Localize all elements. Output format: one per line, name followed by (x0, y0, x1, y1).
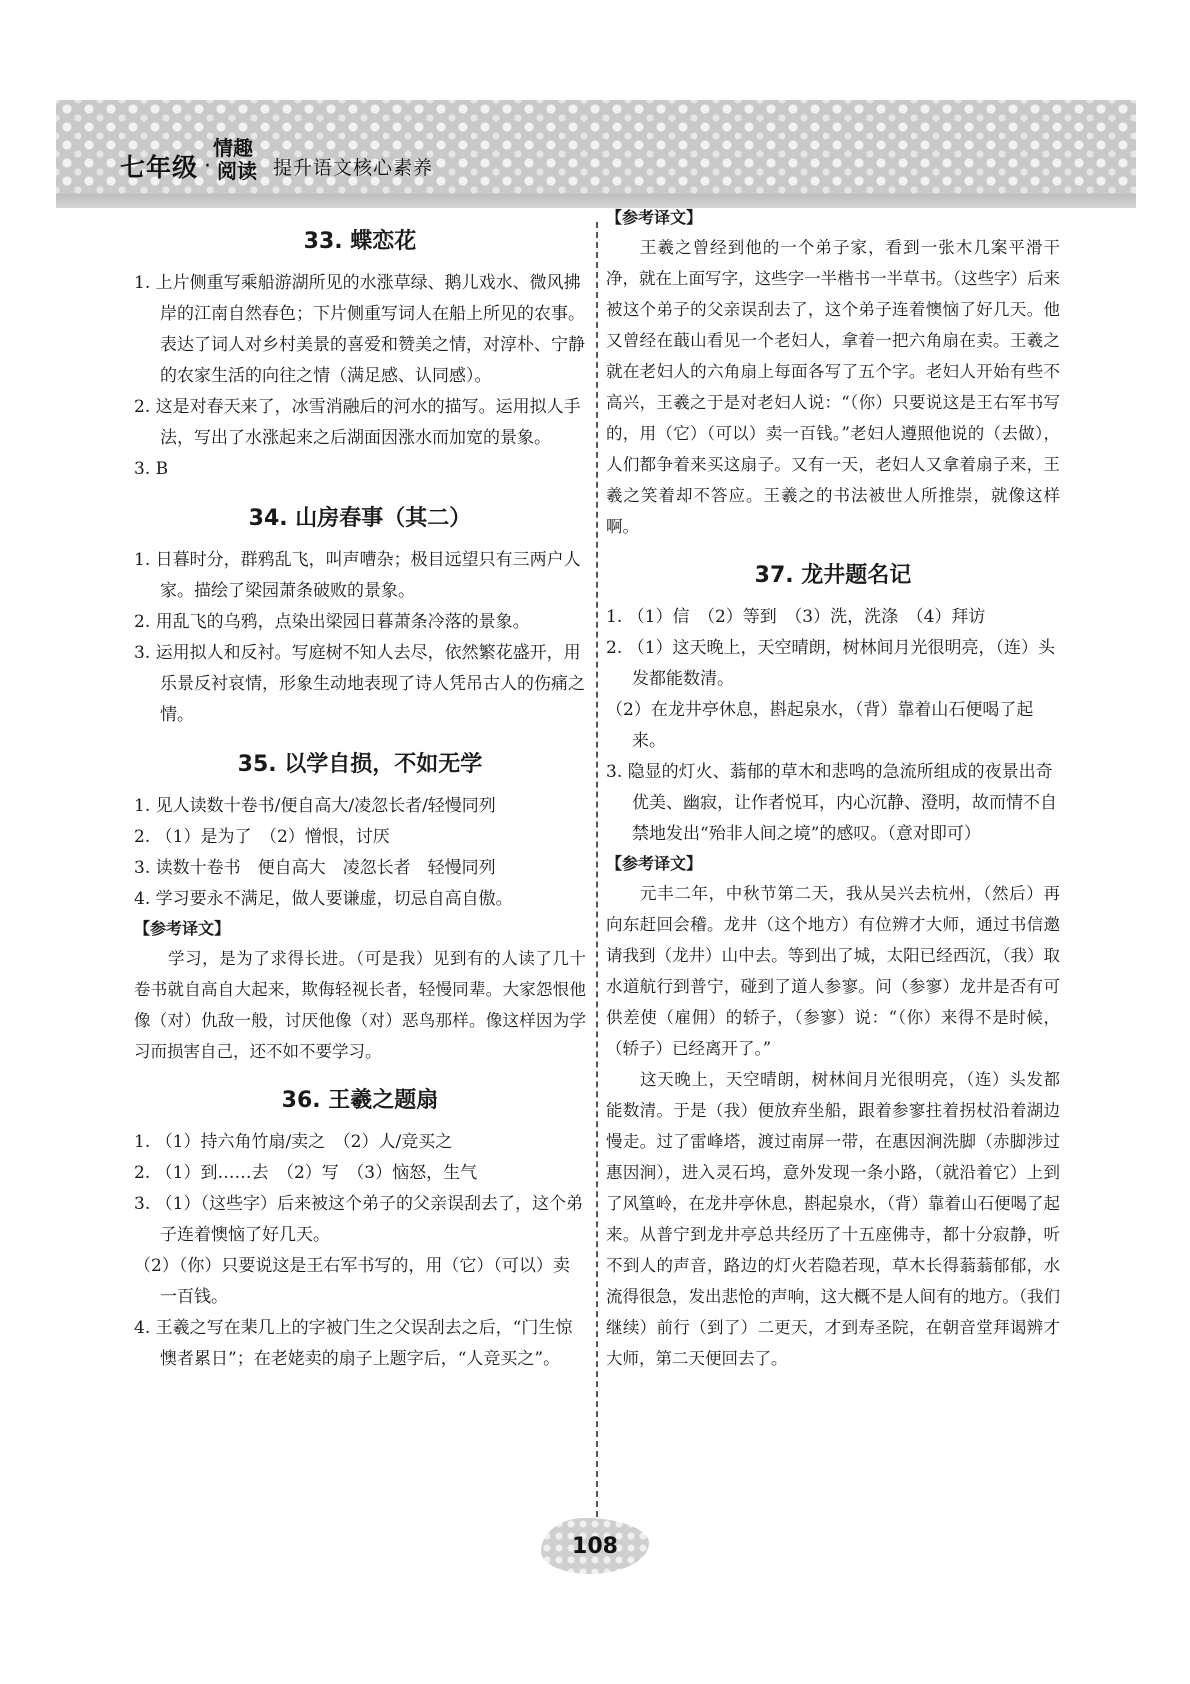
header-slogan: 提升语文核心素养 (273, 156, 434, 179)
left-column (134, 222, 586, 1375)
answer-item: 3. B (134, 459, 169, 479)
answer-item: 1. 见人读数十卷书/便自高大/凌忽长者/轻慢同列 (134, 796, 496, 816)
answer-subitem: （2）在龙井亭休息，斟起泉水，（背）靠着山石便喝了起来。 (606, 700, 1034, 751)
answer-item: 2. （1）是为了 （2）憎恨，讨厌 (134, 827, 390, 847)
column-divider (596, 222, 598, 1517)
answer-item: 2. （1）到……去 （2）写 （3）恼怒，生气 (134, 1163, 478, 1183)
reference-translation-label: 【参考译文】 (134, 919, 231, 938)
answer-item: 1. 日暮时分，群鸦乱飞，叫声嘈杂；极目远望只有三两户人家。描绘了梁园萧条破败的景象。 (134, 550, 581, 601)
answer-item: 4. 学习要永不满足，做人要谦虚，切忌自高自傲。 (134, 889, 513, 909)
section-34-answers (134, 545, 586, 731)
section-36-answers (134, 1127, 586, 1375)
reference-translation-label: 【参考译文】 (606, 854, 703, 873)
section-36-translation: 王羲之曾经到他的一个弟子家，看到一张木几案平滑干净，就在上面写字，这些字一半楷书一半草书。（这些字）后来被这个弟子的父亲误刮去了，这个弟子连着懊恼了好几天。他又曾经在蕺山看见一个老妇人，拿着一把六角扇在卖。王羲之就在老妇人的六角扇上每面各写了五个字。老妇人开始有些不高兴，王羲之于是对老妇人说：“（你）只要说这是王右军书写的，用（它）（可以）卖一百钱。”老妇人遵照他说的（去做），人们都争着来买这扇子。又有一天，老妇人又拿着扇子来，王羲之笑着却不答应。王羲之的书法被世人所推崇，就像这样啊。 (606, 238, 1060, 536)
answer-item: 4. 王羲之写在棐几上的字被门生之父误刮去之后，“门生惊懊者累日”；在老姥卖的扇子上题字后，“人竞买之”。 (134, 1318, 573, 1369)
answer-item: 1. （1）持六角竹扇/卖之 （2）人/竞买之 (134, 1132, 453, 1152)
answer-item: 1. （1）信 （2）等到 （3）洗，洗涤 （4）拜访 (606, 607, 986, 627)
section-37-title: 37. 龙井题名记 (754, 563, 912, 588)
series-name (213, 136, 258, 183)
answer-item: 3. 读数十卷书 便自高大 凌忽长者 轻慢同列 (134, 858, 496, 878)
answer-item: 2. （1）这天晚上，天空晴朗，树林间月光很明亮，（连）头发都能数清。 (606, 638, 1055, 689)
section-36-title: 36. 王羲之题扇 (281, 1088, 439, 1113)
answer-subitem: （2）（你）只要说这是王右军书写的，用（它）（可以）卖一百钱。 (134, 1256, 570, 1307)
grade-label: 七年级 (120, 153, 199, 182)
section-37-answers (606, 602, 1060, 850)
answer-item: 2. 这是对春天来了，冰雪消融后的河水的描写。运用拟人手法，写出了水涨起来之后湖面因涨水而加宽的景象。 (134, 397, 581, 448)
section-35-answers (134, 791, 586, 915)
section-33-title: 33. 蝶恋花 (303, 229, 417, 254)
series-top: 情趣 (213, 136, 254, 160)
header-title (120, 136, 434, 184)
answer-item: 2. 用乱飞的乌鸦，点染出梁园日暮萧条冷落的景象。 (134, 612, 530, 632)
section-35-title: 35. 以学自损，不如无学 (237, 752, 483, 777)
answer-item: 3. 运用拟人和反衬。写庭树不知人去尽，依然繁花盛开，用乐景反衬哀情，形象生动地表现了诗人凭吊古人的伤痛之情。 (134, 643, 585, 725)
series-bottom: 阅读 (217, 159, 258, 183)
page-number-text: 108 (572, 1533, 618, 1559)
answer-item: 3. 隐显的灯火、蓊郁的草木和悲鸣的急流所组成的夜景出奇优美、幽寂，让作者悦耳，内心沉静、澄明，故而情不自禁地发出“殆非人间之境”的感叹。（意对即可） (606, 762, 1057, 844)
right-column (606, 208, 1060, 1374)
reference-translation-label: 【参考译文】 (606, 208, 703, 227)
page-number (541, 1518, 649, 1574)
header-dot: · (204, 153, 212, 179)
section-37-translation-p2: 这天晚上，天空晴朗，树林间月光很明亮，（连）头发都能数清。于是（我）便放弃坐船，跟着参寥拄着拐杖沿着湖边慢走。过了雷峰塔，渡过南屏一带，在惠因涧洗脚（赤脚涉过惠因涧），进入灵石坞，意外发现一条小路，（就沿着它）上到了风篁岭，在龙井亭休息，斟起泉水，（背）靠着山石便喝了起来。从普宁到龙井亭总共经历了十五座佛寺，都十分寂静，听不到人的声音，路边的灯火若隐若现，草木长得蓊蓊郁郁，水流得很急，发出悲怆的声响，这大概不是人间有的地方。（我们继续）前行（到了）二更天，才到寿圣院，在朝音堂拜谒辨才大师，第二天便回去了。 (606, 1070, 1060, 1368)
section-35-translation: 学习，是为了求得长进。（可是我）见到有的人读了几十卷书就自高自大起来，欺侮轻视长者，轻慢同辈。大家怨恨他像（对）仇敌一般，讨厌他像（对）恶鸟那样。像这样因为学习而损害自己，还不如不要学习。 (134, 949, 586, 1061)
section-33-answers (134, 268, 586, 485)
answer-item: 3. （1）（这些字）后来被这个弟子的父亲误刮去了，这个弟子连着懊恼了好几天。 (134, 1194, 583, 1245)
section-34-title: 34. 山房春事（其二） (248, 506, 472, 531)
answer-item: 1. 上片侧重写乘船游湖所见的水涨草绿、鹅儿戏水、微风拂岸的江南自然春色；下片侧重写词人在船上所见的农事。表达了词人对乡村美景的喜爱和赞美之情，对淳朴、宁静的农家生活的向往之情（满足感、认同感）。 (134, 273, 585, 386)
section-37-translation-p1: 元丰二年，中秋节第二天，我从吴兴去杭州，（然后）再向东赶回会稽。龙井（这个地方）有位辨才大师，通过书信邀请我到（龙井）山中去。等到出了城，太阳已经西沉，（我）取水道航行到普宁，碰到了道人参寥。问（参寥）龙井是否有可供差使（雇佣）的轿子，（参寥）说：“（你）来得不是时候，（轿子）已经离开了。” (606, 884, 1060, 1058)
